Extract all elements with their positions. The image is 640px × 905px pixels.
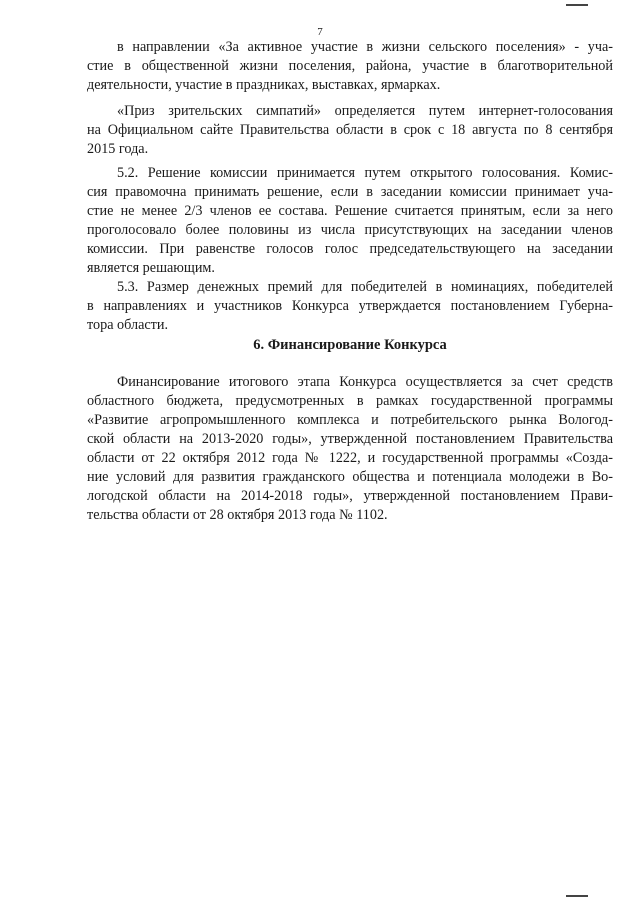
text-line: тельства области от 28 октября 2013 года № 1102.	[87, 507, 388, 523]
text-line: 5.3. Размер денежных премий для победителей в номинациях, победителей	[117, 279, 613, 295]
scan-artifact-bottom	[566, 895, 588, 897]
text-line: сия правомочна принимать решение, если в заседании комиссии принимает уча-	[87, 184, 613, 200]
document-body-full	[87, 57, 613, 525]
document-body	[117, 38, 613, 57]
text-line: стие не менее 2/3 членов ее состава. Решение считается принятым, если за него	[87, 203, 613, 219]
scan-artifact-top	[566, 4, 588, 6]
text-line: 5.2. Решение комиссии принимается путем открытого голосования. Комис-	[117, 165, 613, 181]
paragraph-continuation	[117, 38, 613, 57]
text-line: стие в общественной жизни поселения, района, участие в благотворительной	[87, 58, 613, 74]
text-line: логодской области на 2014-2018 годы», утвержденной постановлением Прави-	[87, 488, 613, 504]
text-line: областного бюджета, предусмотренных в рамках государственной программы	[87, 393, 613, 409]
text-line: тора области.	[87, 317, 169, 333]
text-line: «Развитие агропромышленного комплекса и потребительского рынка Вологод-	[87, 412, 613, 428]
text-line: «Приз зрительских симпатий» определяется путем интернет-голосования	[117, 103, 613, 119]
text-line: области от 22 октября 2012 года № 1222, и государственной программы «Созда-	[87, 450, 613, 466]
text-line: в направлении «За активное участие в жизни сельского поселения» - уча-	[117, 39, 613, 55]
text-line: является решающим.	[87, 260, 215, 276]
text-line: 2015 года.	[87, 141, 149, 157]
text-line: ской области на 2013-2020 годы», утвержденной постановлением Правительства	[87, 431, 613, 447]
text-line: на Официальном сайте Правительства области в срок с 18 августа по 8 сентября	[87, 122, 613, 138]
text-line: в направлениях и участников Конкурса утверждается постановлением Губерна-	[87, 298, 613, 314]
text-line: комиссии. При равенстве голосов голос председательствующего на заседании	[87, 241, 613, 257]
page-number: 7	[317, 26, 323, 38]
text-line: деятельности, участие в праздниках, выставках, ярмарках.	[87, 77, 441, 93]
section-heading: 6. Финансирование Конкурса	[253, 337, 447, 353]
text-line: Финансирование итогового этапа Конкурса осуществляется за счет средств	[117, 374, 613, 390]
text-line: проголосовало более половины из числа присутствующих на заседании членов	[87, 222, 613, 238]
text-line: ние условий для развития гражданского общества и потенциала молодежи в Во-	[87, 469, 613, 485]
